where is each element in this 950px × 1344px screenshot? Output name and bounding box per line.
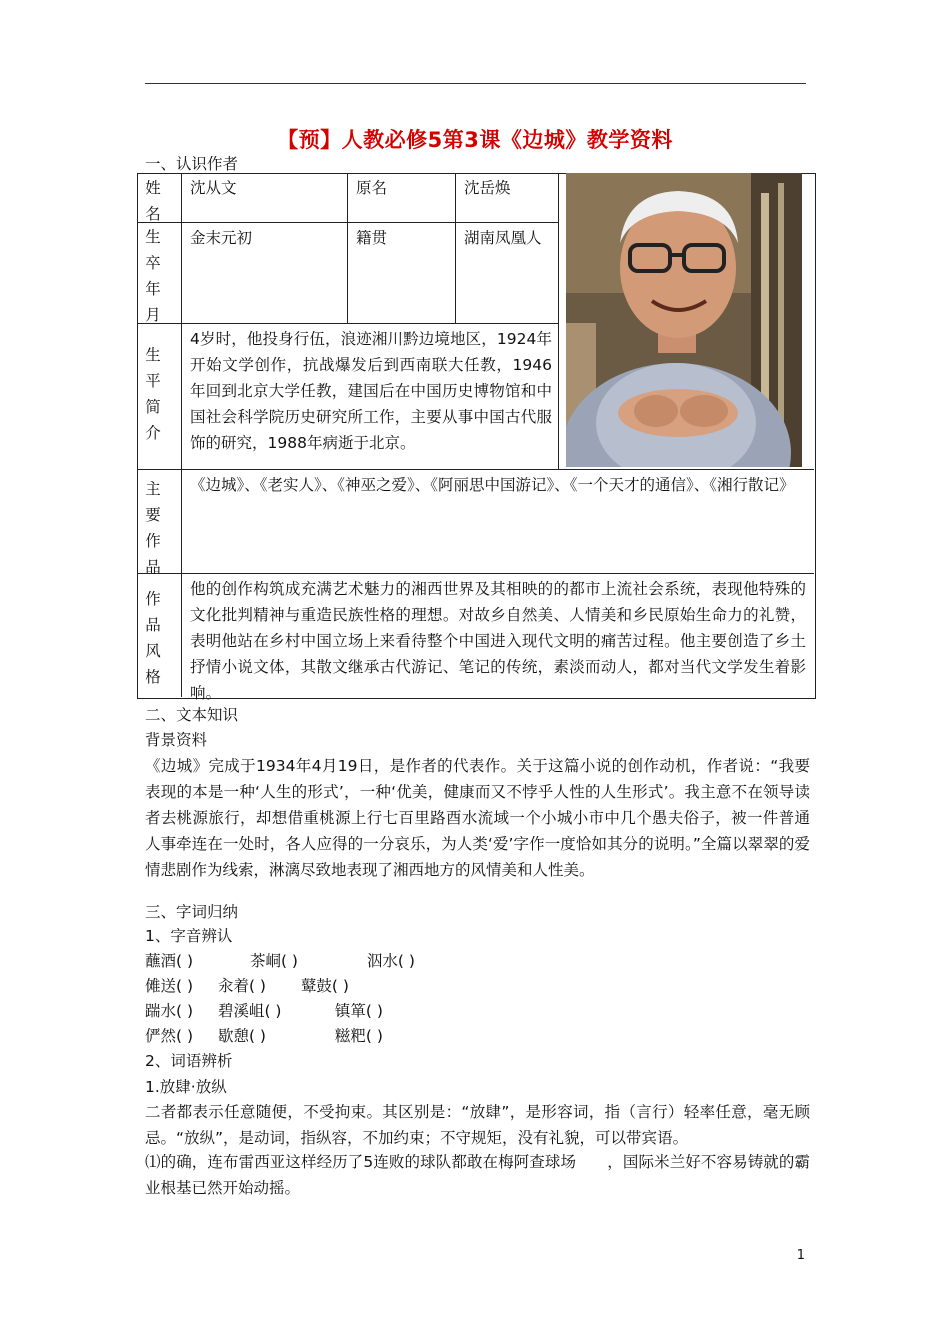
value-style: 他的创作构筑成充满艺术魅力的湘西世界及其相映的的都市上流社会系统，表现他特殊的文化批判精神与重造民族性格的理想。对故乡自然美、人情美和乡民原始生命力的礼赞，表明他站在乡村中国立场上来看待整个中国进入现代文明的痛苦过程。他主要创造了乡土抒情小说文体，其散文继承古代游记、笔记的传统，素淡而动人，都对当代文学发生着影响。 bbox=[190, 580, 806, 702]
value-biography: 4岁时，他投身行伍，浪迹湘川黔边境地区，1924年开始文学创作，抗战爆发后到西南联大任教，1946年回到北京大学任教，建国后在中国历史博物馆和中国社会科学院历史研究所工作，主要从事中国古代服饰的研究，1988年病逝于北京。 bbox=[190, 330, 552, 452]
pronunciation-item: 汆着( ) bbox=[217, 977, 266, 995]
section-heading-text: 二、文本知识 bbox=[145, 706, 239, 724]
table-divider bbox=[558, 173, 559, 469]
subheading-pronunciation: 1、字音辨认 bbox=[145, 927, 233, 945]
pronunciation-row bbox=[145, 998, 383, 1024]
pronunciation-item: 泅水( ) bbox=[366, 952, 415, 970]
pronunciation-item: 踹水( ) bbox=[145, 1002, 194, 1020]
table-divider bbox=[137, 222, 558, 223]
pronunciation-item: 歇憩( ) bbox=[217, 1027, 266, 1045]
section-heading-author: 一、认识作者 bbox=[145, 155, 239, 173]
pronunciation-item: 镇箪( ) bbox=[334, 1002, 383, 1020]
label-biography: 生 平 简 介 bbox=[145, 346, 161, 442]
subheading-background: 背景资料 bbox=[145, 731, 208, 749]
page-title: 【预】人教必修5第3课《边城》教学资料 bbox=[277, 128, 673, 152]
table-divider bbox=[347, 173, 348, 323]
table-divider bbox=[181, 173, 182, 697]
exercise-question: ⑴的确，连布雷西亚这样经历了5连败的球队都敢在梅阿查球场 ，国际米兰好不容易铸就的霸业根基已然开始动摇。 bbox=[145, 1153, 810, 1197]
pronunciation-item: 茶峒( ) bbox=[249, 952, 298, 970]
value-original-name: 沈岳焕 bbox=[464, 179, 511, 197]
pronunciation-item: 傩送( ) bbox=[145, 977, 194, 995]
label-dates: 生 卒 年 月 bbox=[145, 228, 161, 324]
pronunciation-item: 糍粑( ) bbox=[334, 1027, 383, 1045]
header-rule bbox=[145, 83, 806, 84]
label-style: 作 品 风 格 bbox=[145, 590, 161, 686]
pronunciation-item: 俨然( ) bbox=[145, 1027, 194, 1045]
table-divider bbox=[137, 323, 558, 324]
label-native-place: 籍贯 bbox=[356, 229, 388, 247]
table-divider bbox=[137, 573, 814, 574]
value-name: 沈从文 bbox=[190, 179, 237, 197]
section-heading-vocab: 三、字词归纳 bbox=[145, 903, 239, 921]
word-pair-title: 1.放肆·放纵 bbox=[145, 1078, 227, 1096]
pronunciation-item: 蘸酒( ) bbox=[145, 952, 194, 970]
pronunciation-row bbox=[145, 1023, 383, 1049]
value-dates: 金末元初 bbox=[190, 229, 253, 247]
value-works: 《边城》、《老实人》、《神巫之爱》、《阿丽思中国游记》、《一个天才的通信》、《湘行散记》 bbox=[190, 476, 795, 494]
pronunciation-item: 鼙鼓( ) bbox=[300, 977, 349, 995]
table-divider bbox=[137, 469, 814, 470]
label-works: 主 要 作 品 bbox=[145, 480, 161, 576]
label-name: 姓 名 bbox=[145, 179, 161, 223]
table-divider bbox=[455, 173, 456, 323]
label-original-name: 原名 bbox=[356, 179, 388, 197]
value-native-place: 湖南凤凰人 bbox=[464, 229, 542, 247]
word-pair-explanation: 二者都表示任意随便，不受拘束。其区别是：“放肆”，是形容词，指（言行）轻率任意，毫无顾忌。“放纵”，是动词，指纵容，不加约束；不守规矩，没有礼貌，可以带宾语。 bbox=[145, 1103, 810, 1147]
author-portrait bbox=[566, 173, 802, 467]
subheading-word-analysis: 2、词语辨析 bbox=[145, 1052, 233, 1070]
pronunciation-row bbox=[145, 973, 349, 999]
page-number: 1 bbox=[796, 1248, 805, 1263]
pronunciation-row bbox=[145, 948, 415, 974]
pronunciation-item: 碧溪岨( ) bbox=[217, 1002, 282, 1020]
background-paragraph: 《边城》完成于1934年4月19日，是作者的代表作。关于这篇小说的创作动机，作者说：“我要表现的本是一种‘人生的形式’，一种‘优美，健康而又不悖乎人性的人生形式’。我主意不在领导读者去桃源旅行，却想借重桃源上行七百里路酉水流域一个小城小市中几个愚夫俗子，被一件普通人事牵连在一处时，各人应得的一分哀乐，为人类‘爱’字作一度恰如其分的说明。”全篇以翠翠的爱情悲剧作为线索，淋漓尽致地表现了湘西地方的风情美和人性美。 bbox=[145, 757, 810, 879]
